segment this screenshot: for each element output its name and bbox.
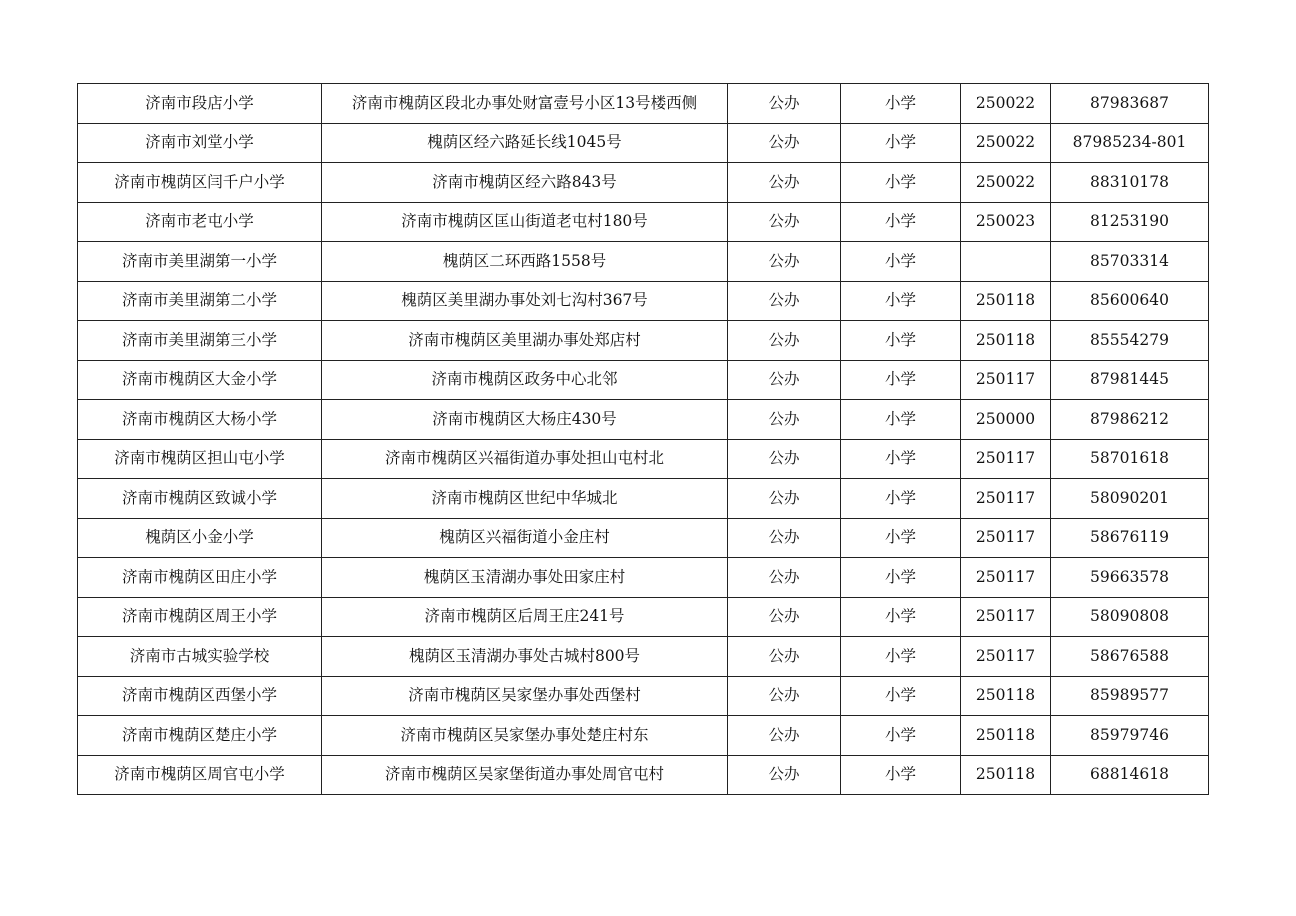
address-cell: 济南市槐荫区世纪中华城北 xyxy=(322,479,728,519)
school-name-cell: 济南市老屯小学 xyxy=(78,202,322,242)
school-level-cell: 小学 xyxy=(841,676,961,716)
phone-cell: 59663578 xyxy=(1051,558,1209,598)
school-level-cell: 小学 xyxy=(841,558,961,598)
address-cell: 槐荫区美里湖办事处刘七沟村367号 xyxy=(322,281,728,321)
phone-cell: 85600640 xyxy=(1051,281,1209,321)
address-cell: 济南市槐荫区吴家堡办事处楚庄村东 xyxy=(322,716,728,756)
school-level-cell: 小学 xyxy=(841,597,961,637)
school-name-cell: 济南市美里湖第三小学 xyxy=(78,321,322,361)
address-cell: 济南市槐荫区匡山街道老屯村180号 xyxy=(322,202,728,242)
table-row xyxy=(78,281,1209,321)
address-cell: 槐荫区玉清湖办事处古城村800号 xyxy=(322,637,728,677)
phone-cell: 85979746 xyxy=(1051,716,1209,756)
postcode-cell: 250022 xyxy=(961,84,1051,124)
postcode-cell: 250117 xyxy=(961,439,1051,479)
table-row xyxy=(78,84,1209,124)
school-name-cell: 济南市槐荫区周官屯小学 xyxy=(78,755,322,795)
phone-cell: 58090808 xyxy=(1051,597,1209,637)
school-name-cell: 济南市槐荫区担山屯小学 xyxy=(78,439,322,479)
school-name-cell: 济南市槐荫区楚庄小学 xyxy=(78,716,322,756)
school-type-cell: 公办 xyxy=(728,400,841,440)
school-type-cell: 公办 xyxy=(728,676,841,716)
phone-cell: 87981445 xyxy=(1051,360,1209,400)
table-row xyxy=(78,637,1209,677)
school-name-cell: 济南市槐荫区西堡小学 xyxy=(78,676,322,716)
school-name-cell: 济南市槐荫区闫千户小学 xyxy=(78,163,322,203)
school-level-cell: 小学 xyxy=(841,242,961,282)
table-row xyxy=(78,400,1209,440)
school-name-cell: 济南市美里湖第二小学 xyxy=(78,281,322,321)
school-name-cell: 济南市槐荫区大金小学 xyxy=(78,360,322,400)
address-cell: 济南市槐荫区后周王庄241号 xyxy=(322,597,728,637)
phone-cell: 58676588 xyxy=(1051,637,1209,677)
table-row xyxy=(78,676,1209,716)
school-level-cell: 小学 xyxy=(841,202,961,242)
postcode-cell: 250117 xyxy=(961,597,1051,637)
address-cell: 济南市槐荫区段北办事处财富壹号小区13号楼西侧 xyxy=(322,84,728,124)
school-type-cell: 公办 xyxy=(728,123,841,163)
table-row xyxy=(78,321,1209,361)
table-row xyxy=(78,123,1209,163)
school-name-cell: 济南市刘堂小学 xyxy=(78,123,322,163)
school-level-cell: 小学 xyxy=(841,360,961,400)
school-type-cell: 公办 xyxy=(728,439,841,479)
table-row xyxy=(78,597,1209,637)
postcode-cell: 250023 xyxy=(961,202,1051,242)
school-name-cell: 济南市古城实验学校 xyxy=(78,637,322,677)
phone-cell: 58090201 xyxy=(1051,479,1209,519)
school-level-cell: 小学 xyxy=(841,439,961,479)
postcode-cell xyxy=(961,242,1051,282)
school-type-cell: 公办 xyxy=(728,716,841,756)
school-name-cell: 济南市槐荫区致诚小学 xyxy=(78,479,322,519)
postcode-cell: 250000 xyxy=(961,400,1051,440)
address-cell: 济南市槐荫区经六路843号 xyxy=(322,163,728,203)
school-table xyxy=(77,83,1209,795)
school-type-cell: 公办 xyxy=(728,163,841,203)
school-level-cell: 小学 xyxy=(841,281,961,321)
table-row xyxy=(78,202,1209,242)
school-name-cell: 济南市段店小学 xyxy=(78,84,322,124)
postcode-cell: 250118 xyxy=(961,716,1051,756)
address-cell: 济南市槐荫区政务中心北邻 xyxy=(322,360,728,400)
address-cell: 槐荫区经六路延长线1045号 xyxy=(322,123,728,163)
school-name-cell: 济南市槐荫区周王小学 xyxy=(78,597,322,637)
school-type-cell: 公办 xyxy=(728,360,841,400)
school-table-body xyxy=(78,84,1209,795)
postcode-cell: 250118 xyxy=(961,755,1051,795)
school-level-cell: 小学 xyxy=(841,163,961,203)
postcode-cell: 250117 xyxy=(961,479,1051,519)
address-cell: 济南市槐荫区吴家堡办事处西堡村 xyxy=(322,676,728,716)
postcode-cell: 250117 xyxy=(961,637,1051,677)
address-cell: 槐荫区玉清湖办事处田家庄村 xyxy=(322,558,728,598)
postcode-cell: 250118 xyxy=(961,281,1051,321)
phone-cell: 58676119 xyxy=(1051,518,1209,558)
school-level-cell: 小学 xyxy=(841,755,961,795)
school-type-cell: 公办 xyxy=(728,479,841,519)
school-type-cell: 公办 xyxy=(728,597,841,637)
postcode-cell: 250118 xyxy=(961,676,1051,716)
table-row xyxy=(78,439,1209,479)
school-type-cell: 公办 xyxy=(728,755,841,795)
school-level-cell: 小学 xyxy=(841,716,961,756)
table-row xyxy=(78,360,1209,400)
address-cell: 济南市槐荫区吴家堡街道办事处周官屯村 xyxy=(322,755,728,795)
school-name-cell: 济南市槐荫区田庄小学 xyxy=(78,558,322,598)
table-row xyxy=(78,755,1209,795)
phone-cell: 88310178 xyxy=(1051,163,1209,203)
table-row xyxy=(78,518,1209,558)
school-type-cell: 公办 xyxy=(728,637,841,677)
phone-cell: 87986212 xyxy=(1051,400,1209,440)
school-level-cell: 小学 xyxy=(841,637,961,677)
table-row xyxy=(78,479,1209,519)
postcode-cell: 250117 xyxy=(961,360,1051,400)
postcode-cell: 250022 xyxy=(961,163,1051,203)
table-row xyxy=(78,716,1209,756)
school-type-cell: 公办 xyxy=(728,321,841,361)
address-cell: 槐荫区二环西路1558号 xyxy=(322,242,728,282)
school-level-cell: 小学 xyxy=(841,321,961,361)
table-row xyxy=(78,242,1209,282)
school-level-cell: 小学 xyxy=(841,84,961,124)
phone-cell: 85703314 xyxy=(1051,242,1209,282)
school-type-cell: 公办 xyxy=(728,518,841,558)
address-cell: 济南市槐荫区兴福街道办事处担山屯村北 xyxy=(322,439,728,479)
postcode-cell: 250117 xyxy=(961,518,1051,558)
school-type-cell: 公办 xyxy=(728,281,841,321)
table-row xyxy=(78,163,1209,203)
postcode-cell: 250118 xyxy=(961,321,1051,361)
school-type-cell: 公办 xyxy=(728,242,841,282)
school-level-cell: 小学 xyxy=(841,123,961,163)
address-cell: 济南市槐荫区美里湖办事处郑店村 xyxy=(322,321,728,361)
address-cell: 槐荫区兴福街道小金庄村 xyxy=(322,518,728,558)
school-level-cell: 小学 xyxy=(841,479,961,519)
school-name-cell: 槐荫区小金小学 xyxy=(78,518,322,558)
school-type-cell: 公办 xyxy=(728,202,841,242)
phone-cell: 87983687 xyxy=(1051,84,1209,124)
postcode-cell: 250117 xyxy=(961,558,1051,598)
school-level-cell: 小学 xyxy=(841,518,961,558)
address-cell: 济南市槐荫区大杨庄430号 xyxy=(322,400,728,440)
phone-cell: 87985234-801 xyxy=(1051,123,1209,163)
school-level-cell: 小学 xyxy=(841,400,961,440)
phone-cell: 58701618 xyxy=(1051,439,1209,479)
school-name-cell: 济南市美里湖第一小学 xyxy=(78,242,322,282)
phone-cell: 85989577 xyxy=(1051,676,1209,716)
phone-cell: 85554279 xyxy=(1051,321,1209,361)
school-type-cell: 公办 xyxy=(728,84,841,124)
postcode-cell: 250022 xyxy=(961,123,1051,163)
school-type-cell: 公办 xyxy=(728,558,841,598)
phone-cell: 81253190 xyxy=(1051,202,1209,242)
table-row xyxy=(78,558,1209,598)
school-name-cell: 济南市槐荫区大杨小学 xyxy=(78,400,322,440)
phone-cell: 68814618 xyxy=(1051,755,1209,795)
